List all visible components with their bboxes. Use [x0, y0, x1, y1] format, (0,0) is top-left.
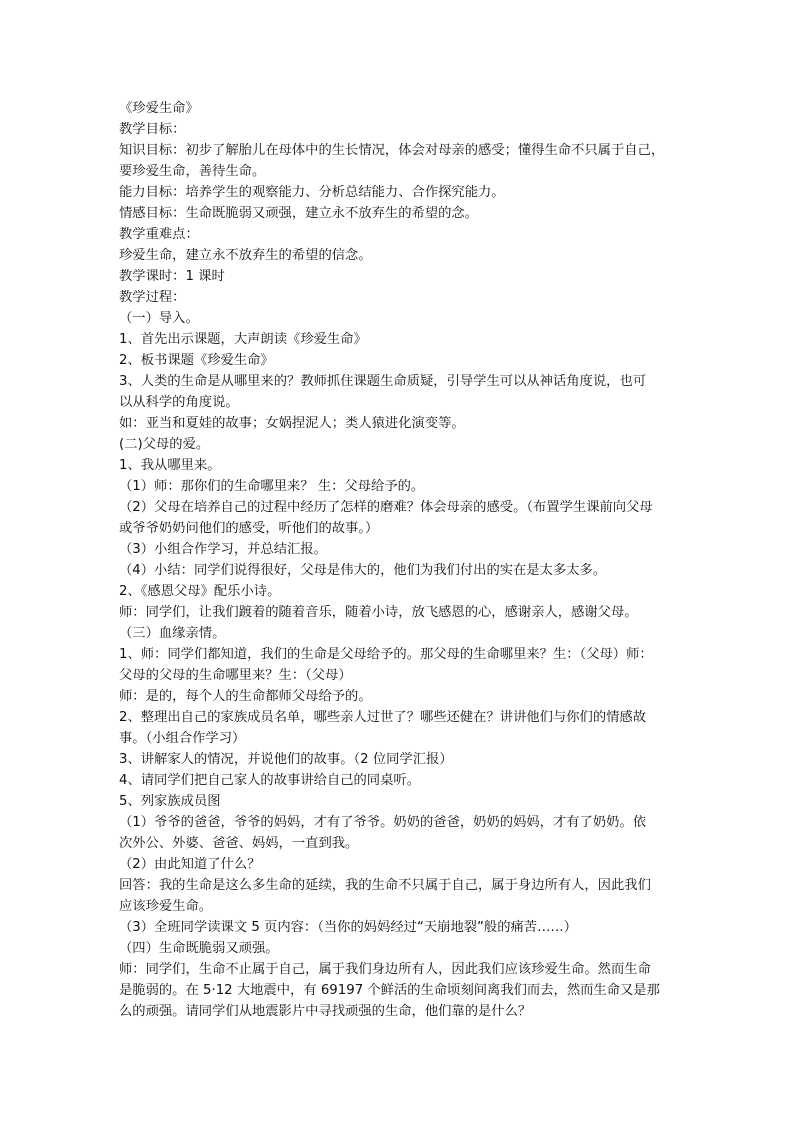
text-line: （1）师：那你们的生命哪里来？ 生：父母给予的。 — [119, 479, 425, 494]
text-line: 2、板书课题《珍爱生命》 — [119, 353, 274, 368]
document-body — [119, 98, 685, 1022]
text-line: 1、首先出示课题，大声朗读《珍爱生命》 — [119, 332, 367, 347]
text-line: 1、师：同学们都知道，我们的生命是父母给予的。那父母的生命哪里来？生：（父母）师： — [119, 647, 653, 662]
text-line: 5、列家族成员图 — [119, 794, 221, 809]
text-line: 情感目标：生命既脆弱又顽强，建立永不放弃生的希望的念。 — [119, 206, 479, 221]
text-line: （3）全班同学读课文 5 页内容：（当你的妈妈经过“天崩地裂”般的痛苦……） — [119, 920, 577, 935]
text-line: 教学重难点： — [119, 227, 199, 242]
text-line: 教学课时：1 课时 — [119, 269, 225, 284]
text-line: 4、请同学们把自己家人的故事讲给自己的同桌听。 — [119, 773, 420, 788]
text-line: 应该珍爱生命。 — [119, 899, 213, 914]
text-line: 教学目标： — [119, 122, 186, 137]
text-line: 以从科学的角度说。 — [119, 395, 239, 410]
text-line: 师：是的，每个人的生命都师父母给予的。 — [119, 689, 372, 704]
text-line: 3、讲解家人的情况，并说他们的故事。（2 位同学汇报） — [119, 752, 453, 767]
text-line: （2）由此知道了什么？ — [119, 857, 261, 872]
text-line: 知识目标：初步了解胎儿在母体中的生长情况，体会对母亲的感受；懂得生命不只属于自己， — [119, 143, 665, 158]
text-line: (二)父母的爱。 — [119, 437, 210, 452]
text-line: （三）血缘亲情。 — [119, 626, 226, 641]
text-line: 回答：我的生命是这么多生命的延续，我的生命不只属于自己，属于身边所有人，因此我们 — [119, 878, 651, 893]
text-line: 3、人类的生命是从哪里来的？教师抓住课题生命质疑，引导学生可以从神话角度说，也可 — [119, 374, 647, 389]
text-line: 2、整理出自己的家族成员名单，哪些亲人过世了？哪些还健在？讲讲他们与你们的情感故 — [119, 710, 647, 725]
text-line: （四）生命既脆弱又顽强。 — [119, 941, 279, 956]
text-line: 1、我从哪里来。 — [119, 458, 221, 473]
text-line: 2、《感恩父母》配乐小诗。 — [119, 584, 281, 599]
text-line: （3）小组合作学习，并总结汇报。 — [119, 542, 327, 557]
text-line: 父母的父母的生命哪里来？生：（父母） — [119, 668, 352, 683]
text-line: （4）小结：同学们说得很好，父母是伟大的，他们为我们付出的实在是太多太多。 — [119, 563, 607, 578]
text-line: （一）导入。 — [119, 311, 199, 326]
text-line: 师：同学们，生命不止属于自己，属于我们身边所有人，因此我们应该珍爱生命。然而生命 — [119, 962, 651, 977]
text-line: （2）父母在培养自己的过程中经历了怎样的磨难？体会母亲的感受。（布置学生课前向父母 — [119, 500, 653, 515]
text-line: 能力目标：培养学生的观察能力、分析总结能力、合作探究能力。 — [119, 185, 505, 200]
doc-title: 《珍爱生命》 — [119, 101, 199, 116]
text-line: 师：同学们，让我们踱着的随着音乐，随着小诗，放飞感恩的心，感谢亲人，感谢父母。 — [119, 605, 638, 620]
text-line: 或爷爷奶奶问他们的感受，听他们的故事。） — [119, 521, 379, 536]
text-line: 次外公、外婆、爸爸、妈妈，一直到我。 — [119, 836, 359, 851]
text-line: 是脆弱的。在 5·12 大地震中，有 69197 个鲜活的生命顷刻间离我们而去，然而生命又是那 — [119, 983, 660, 998]
text-line: 珍爱生命，建立永不放弃生的希望的信念。 — [119, 248, 372, 263]
text-line: 要珍爱生命，善待生命。 — [119, 164, 266, 179]
text-line: 事。（小组合作学习） — [119, 731, 246, 746]
text-line: 教学过程： — [119, 290, 186, 305]
text-line: 如：亚当和夏娃的故事；女娲捏泥人；类人猿进化演变等。 — [119, 416, 465, 431]
text-line: （1）爷爷的爸爸，爷爷的妈妈，才有了爷爷。奶奶的爸爸，奶奶的妈妈，才有了奶奶。依 — [119, 815, 647, 830]
text-line: 么的顽强。请同学们从地震影片中寻找顽强的生命，他们靠的是什么？ — [119, 1004, 532, 1019]
